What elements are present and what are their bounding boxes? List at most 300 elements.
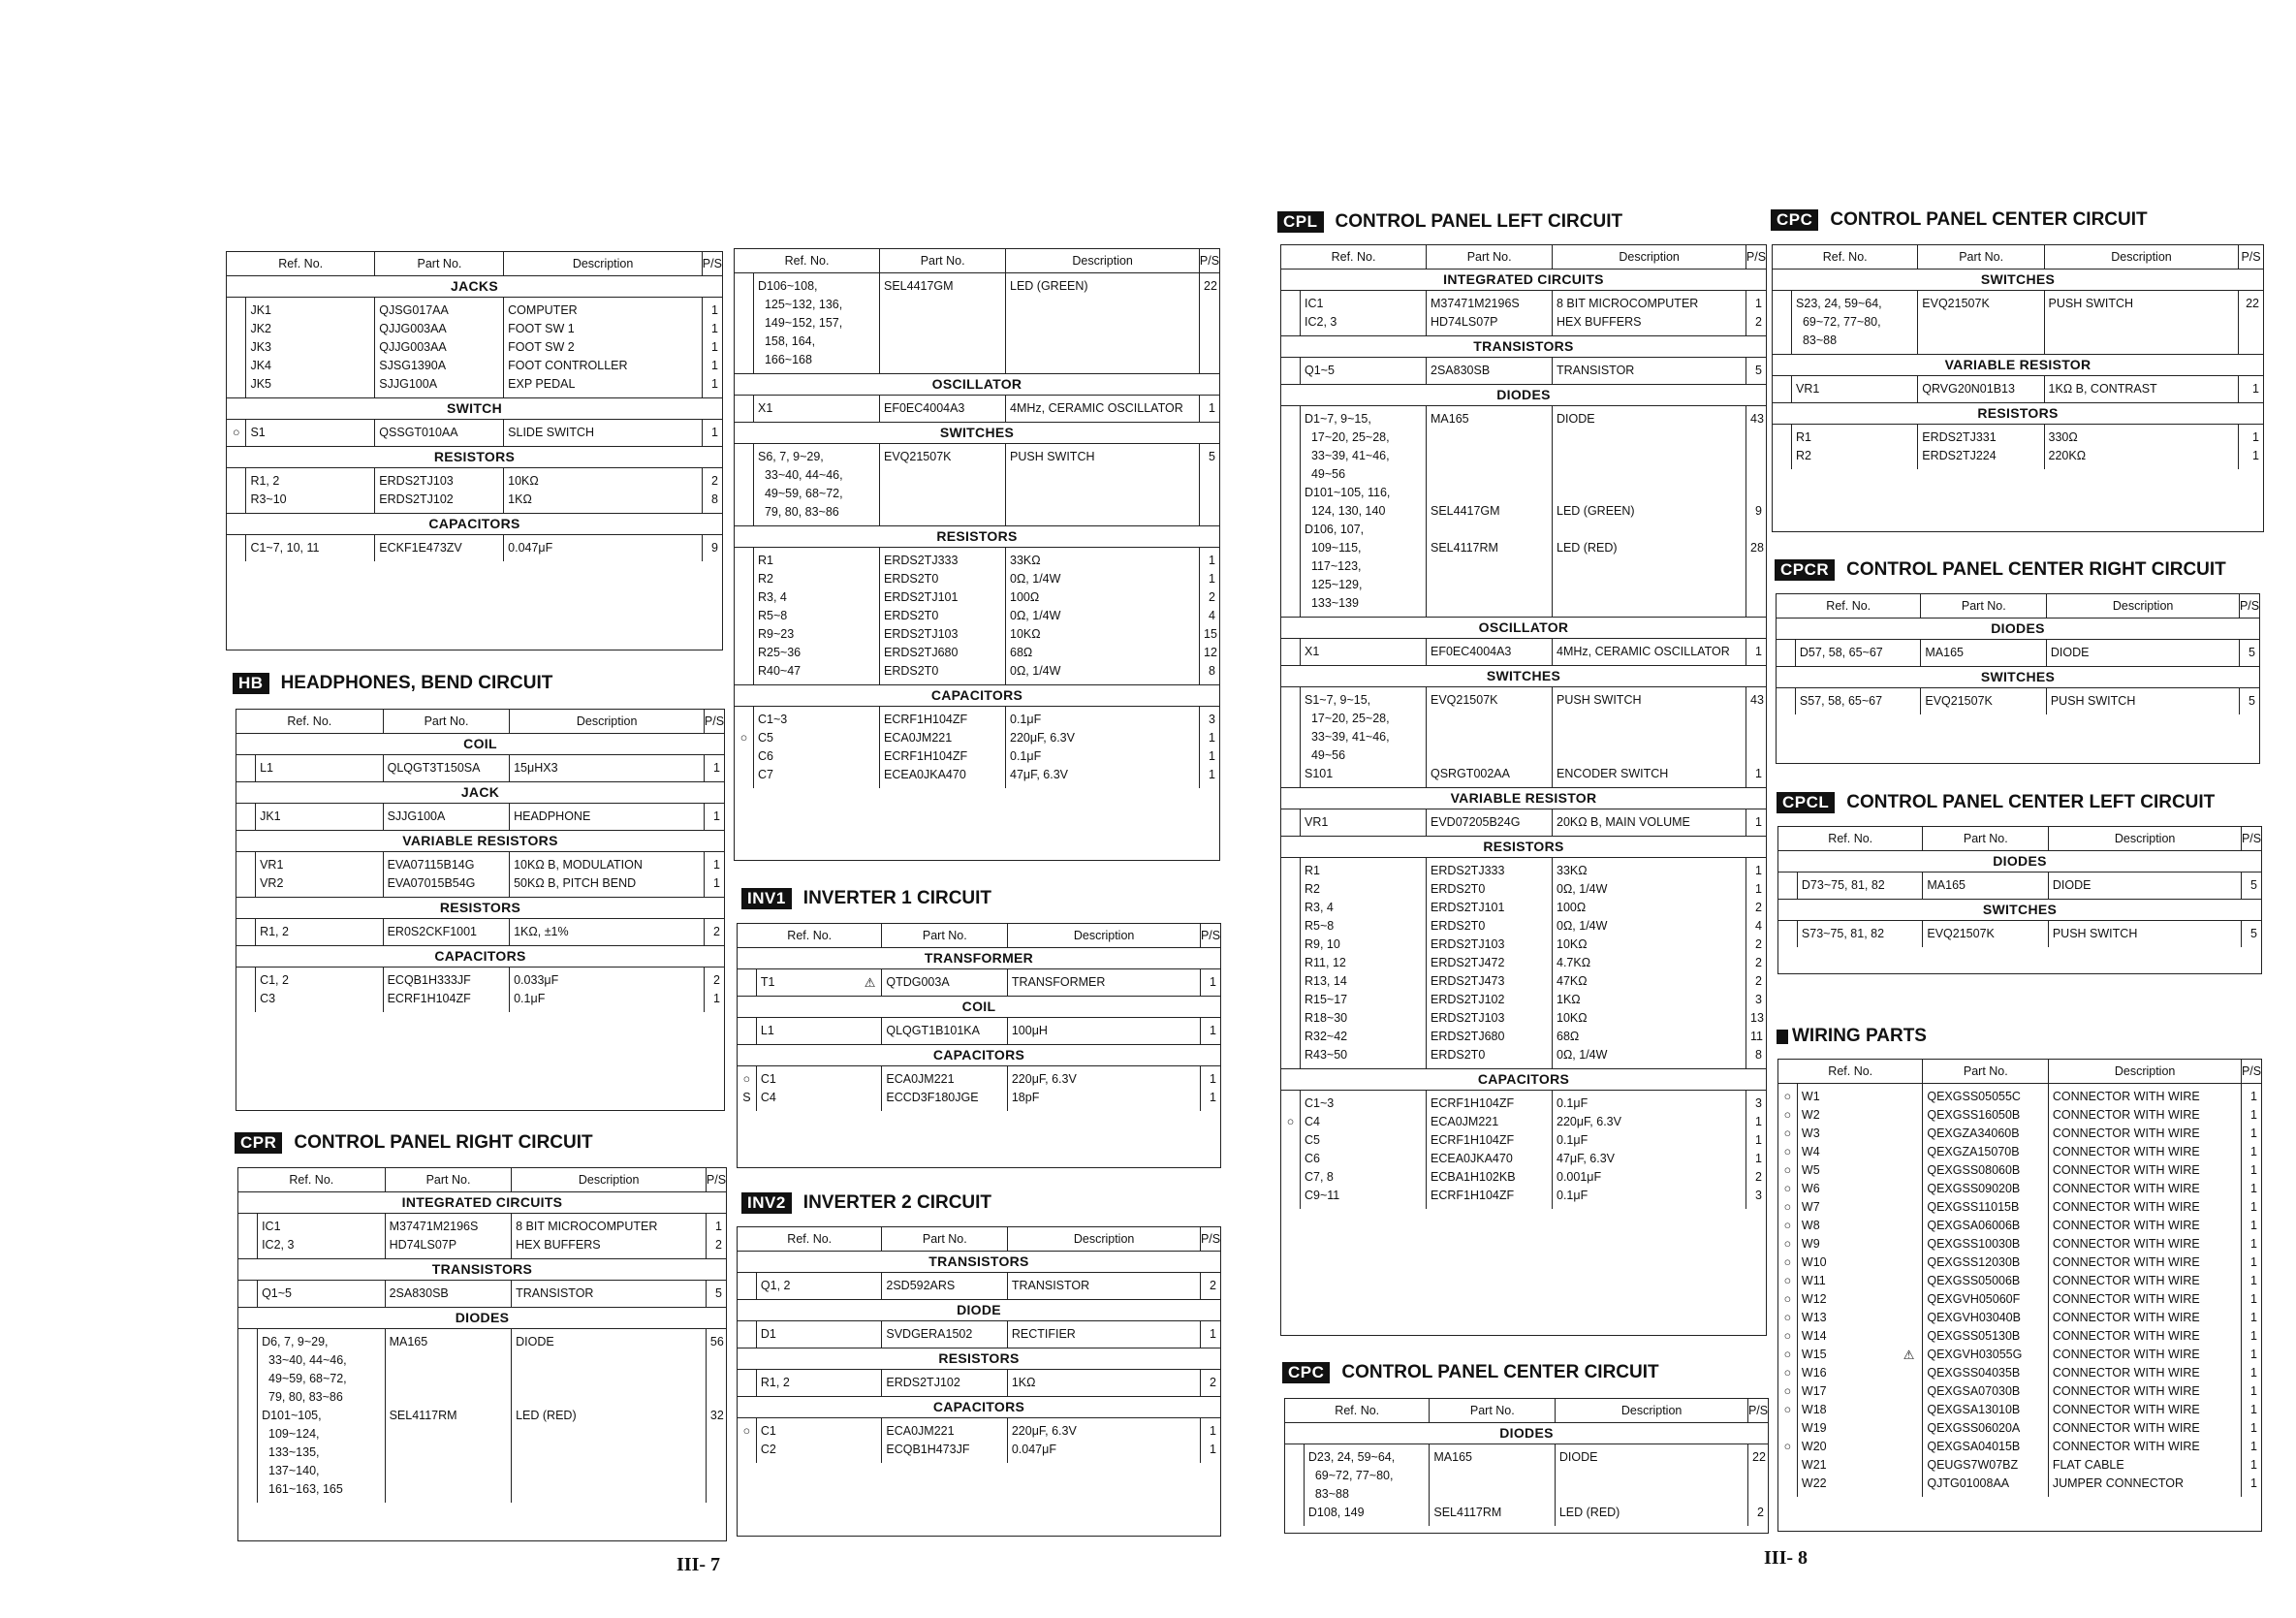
section-rows (227, 535, 722, 561)
part-no-column: QRVG20N01B13 (1918, 376, 2044, 402)
row-mark-column (738, 1370, 757, 1396)
section-title: SWITCH (227, 398, 722, 420)
ps-column: 22 2 (1752, 1450, 1766, 1519)
section-title: CAPACITORS (738, 1045, 1220, 1066)
parts-table-inv1 (737, 923, 1221, 1168)
section-title: CAPACITORS (227, 514, 722, 535)
inv1-title (741, 888, 991, 909)
ref-no-column: JK1 JK2 JK3 JK4 JK5 (246, 298, 375, 397)
section-rows (236, 755, 724, 782)
header-desc: Description (2049, 827, 2242, 850)
description-column: LED (GREEN) (1006, 273, 1200, 373)
part-no-column: SVDGERA1502 (882, 1321, 1007, 1348)
row-mark-column (238, 1214, 258, 1258)
cpc-lower-badge: CPC (1282, 1362, 1330, 1383)
page-number-right: III- 8 (1764, 1547, 1808, 1569)
header-part: Part No. (882, 924, 1008, 947)
description-column: 20KΩ B, MAIN VOLUME (1553, 809, 1746, 836)
ps-column: 5 (2248, 646, 2255, 659)
description-column: DIODE LED (RED) (512, 1329, 707, 1503)
part-no-column: 2SD592ARS (882, 1273, 1007, 1299)
header-part: Part No. (1427, 245, 1553, 269)
header-ref: Ref. No. (238, 1168, 386, 1191)
row-mark-column (1773, 376, 1792, 402)
parts-table-continued (734, 248, 1220, 861)
table-header (227, 252, 722, 276)
ps-column: 1 1 1 1 1 (711, 303, 718, 391)
section-title: VARIABLE RESISTORS (236, 831, 724, 852)
section-title: DIODES (238, 1308, 726, 1329)
ps-column: 1 (1209, 975, 1216, 989)
row-mark-column (738, 1321, 757, 1348)
table-header (738, 924, 1220, 948)
section-title: RESISTORS (1773, 403, 2263, 425)
cpc-title (1771, 209, 2148, 231)
ps-column: 2 1 (713, 973, 720, 1005)
description-column: 33KΩ 0Ω, 1/4W 100Ω 0Ω, 1/4W 10KΩ 4.7KΩ 47KΩ 1KΩ 10KΩ 68Ω 0Ω, 1/4W (1553, 858, 1746, 1068)
header-ps: P/S (1200, 1232, 1221, 1246)
description-column: 33KΩ 0Ω, 1/4W 100Ω 0Ω, 1/4W 10KΩ 68Ω 0Ω, 1/4W (1006, 548, 1200, 684)
part-no-column: 2SA830SB (1427, 358, 1553, 384)
ref-no-column: R1, 2 R3~10 (246, 468, 375, 513)
inv2-title (741, 1192, 991, 1214)
cpcr-title (1775, 559, 2226, 581)
ps-column: 1 (1755, 815, 1762, 829)
table-header (1778, 827, 2261, 851)
row-mark-column (236, 804, 256, 830)
section-rows (1777, 688, 2259, 714)
description-column: 15μHX3 (510, 755, 705, 781)
section-title: SWITCHES (735, 423, 1219, 444)
description-column: 0.1μF 220μF, 6.3V 0.1μF 47μF, 6.3V (1006, 707, 1200, 788)
ps-column: 5 (2248, 694, 2255, 708)
section-rows (236, 919, 724, 946)
section-rows (1281, 639, 1766, 666)
description-column: 10KΩ B, MODULATION 50KΩ B, PITCH BEND (510, 852, 705, 897)
parts-table-hb (236, 709, 725, 1111)
header-ps: P/S (1746, 250, 1767, 264)
cpl-title (1277, 211, 1622, 233)
section-rows (227, 298, 722, 398)
description-column: 8 BIT MICROCOMPUTER HEX BUFFERS (512, 1214, 707, 1258)
table-header (1285, 1399, 1768, 1423)
description-column: 0.033μF 0.1μF (510, 968, 705, 1012)
header-ps: P/S (1747, 1404, 1769, 1417)
inv1-title-text: INVERTER 1 CIRCUIT (802, 888, 992, 908)
section-rows (1777, 640, 2259, 667)
row-mark-column (1281, 291, 1301, 335)
ref-no-column: C1~3 C4 C5 C6 C7, 8 C9~11 (1301, 1091, 1427, 1209)
description-column: CONNECTOR WITH WIRE CONNECTOR WITH WIRE CONNECTOR WITH WIRE CONNECTOR WITH WIRE CONNECTOR WITH WIRE CONNECTOR WITH WIRE CONNECTOR WITH WIRE CONNECTOR WITH WIRE CONNECTOR WITH WIRE CONNECTOR WITH WIRE CONNECTOR WITH WIRE CONNECTOR WITH WIRE CONNECTOR WITH WIRE CONNECTOR WITH WIRE CONNECTOR WITH WIRE CONNECTOR WITH WIRE CONNECTOR WITH WIRE CONNECTOR WITH WIRE CONNECTOR WITH WIRE CONNECTOR WITH WIRE FLAT CABLE JUMPER CONNECTOR (2049, 1084, 2242, 1497)
section-rows (735, 707, 1219, 788)
row-mark-column (236, 852, 256, 897)
row-mark-column (1281, 358, 1301, 384)
cpc-badge: CPC (1771, 209, 1818, 231)
ref-no-column: S6, 7, 9~29, 33~40, 44~46, 49~59, 68~72, 79, 80, 83~86 (754, 444, 880, 525)
row-mark-column (1285, 1444, 1305, 1526)
section-title: SWITCHES (1778, 900, 2261, 921)
part-no-column: QLQGT1B101KA (882, 1018, 1007, 1044)
header-desc: Description (1006, 249, 1200, 272)
section-title: VARIABLE RESISTOR (1281, 788, 1766, 809)
part-no-column: ECRF1H104ZF ECA0JM221 ECRF1H104ZF ECEA0JKA470 ECBA1H102KB ECRF1H104ZF (1427, 1091, 1553, 1209)
part-no-column: ECA0JM221 ECQB1H473JF (882, 1418, 1007, 1463)
section-title: DIODES (1777, 619, 2259, 640)
part-no-column: M37471M2196S HD74LS07P (1427, 291, 1553, 335)
description-column: 0.1μF 220μF, 6.3V 0.1μF 47μF, 6.3V 0.001μF 0.1μF (1553, 1091, 1746, 1209)
row-mark-column (1281, 406, 1301, 617)
cpr-title-text: CONTROL PANEL RIGHT CIRCUIT (294, 1132, 593, 1153)
header-desc: Description (510, 710, 705, 733)
header-ps: P/S (2241, 250, 2261, 264)
inv1-badge: INV1 (741, 888, 792, 909)
ps-column: 1 1 2 4 2 2 2 3 13 11 8 (1750, 864, 1764, 1062)
header-part: Part No. (1923, 827, 2049, 850)
row-mark-column (236, 755, 256, 781)
ps-column: 1 1 (713, 858, 720, 890)
section-title: DIODES (1281, 385, 1766, 406)
header-desc: Description (1553, 245, 1746, 269)
ref-no-column: X1 (754, 396, 880, 422)
section-title: CAPACITORS (735, 685, 1219, 707)
parts-table-cpcl (1777, 826, 2262, 974)
section-rows (735, 273, 1219, 374)
part-no-column: EVQ21507K (880, 444, 1006, 525)
ps-column: 1 (713, 761, 720, 775)
section-rows (738, 1370, 1220, 1397)
cpc-lower-title (1282, 1362, 1659, 1383)
ps-column: 5 (715, 1286, 722, 1300)
row-mark-column: ○ (735, 707, 754, 788)
row-mark-column (238, 1329, 258, 1503)
inv2-badge: INV2 (741, 1192, 792, 1214)
section-title: INTEGRATED CIRCUITS (1281, 270, 1766, 291)
section-title: SWITCHES (1281, 666, 1766, 687)
ps-column: 1 (713, 809, 720, 823)
section-title: TRANSISTORS (238, 1259, 726, 1281)
header-desc: Description (1008, 1227, 1201, 1251)
description-column: 8 BIT MICROCOMPUTER HEX BUFFERS (1553, 291, 1746, 335)
section-rows (1778, 1084, 2261, 1497)
ps-column: 22 (1204, 279, 1217, 293)
ps-column: 1 1 (1209, 1072, 1216, 1104)
section-rows (1281, 406, 1766, 618)
row-mark-column (238, 1281, 258, 1307)
description-column: 100μH (1008, 1018, 1201, 1044)
part-no-column: QLQGT3T150SA (384, 755, 511, 781)
ref-no-column: T1 ⚠ (757, 969, 882, 996)
section-rows (1285, 1444, 1768, 1526)
description-column: PUSH SWITCH (2047, 688, 2240, 714)
description-column: 4MHz, CERAMIC OSCILLATOR (1006, 396, 1200, 422)
section-rows (227, 420, 722, 447)
description-column: PUSH SWITCH ENCODER SWITCH (1553, 687, 1746, 787)
cpcl-title (1777, 792, 2215, 813)
section-rows (735, 444, 1219, 526)
table-header (238, 1168, 726, 1192)
section-rows (738, 1066, 1220, 1111)
ref-no-column: C1, 2 C3 (256, 968, 384, 1012)
row-mark-column (236, 919, 256, 945)
ref-no-column: D73~75, 81, 82 (1798, 872, 1923, 899)
description-column: 330Ω 220KΩ (2045, 425, 2239, 469)
ps-column: 5 (2249, 878, 2257, 892)
part-no-column: MA165 (1921, 640, 2046, 666)
ref-no-column: D1~7, 9~15, 17~20, 25~28, 33~39, 41~46, 49~56 D101~105, 116, 124, 130, 140 D106, 107, 109~115, 117~123, 125~129, 133~139 (1301, 406, 1427, 617)
header-ps: P/S (1200, 929, 1221, 942)
header-ps: P/S (1199, 254, 1220, 268)
section-rows (1773, 376, 2263, 403)
row-mark-column (738, 1018, 757, 1044)
cpcl-title-text: CONTROL PANEL CENTER LEFT CIRCUIT (1846, 792, 2216, 812)
ps-column: 1 1 1 1 1 1 1 1 1 1 1 1 1 1 1 1 1 1 1 1 1 1 (2249, 1090, 2257, 1490)
section-title: RESISTORS (1281, 837, 1766, 858)
cpl-badge: CPL (1277, 211, 1324, 233)
table-header (1281, 245, 1766, 270)
description-column: PUSH SWITCH (2045, 291, 2239, 354)
row-mark-column: ○ (227, 420, 246, 446)
ps-column: 3 1 1 1 2 3 (1755, 1096, 1762, 1202)
part-no-column: QEXGSS05055C QEXGSS16050B QEXGZA34060B QEXGZA15070B QEXGSS08060B QEXGSS09020B QEXGSS11015B QEXGSA06006B QEXGSS10030B QEXGSS12030B QEXGSS05006B QEXGVH05060F QEXGVH03040B QEXGSS05130B QEXGVH03055G QEXGSS04035B QEXGSA07030B QEXGSA13010B QEXGSS06020A QEXGSA04015B QEUGS7W07BZ QJTG01008AA (1923, 1084, 2048, 1497)
ps-column: 5 (2249, 927, 2257, 940)
section-title: DIODES (1778, 851, 2261, 872)
cpc-lower-title-text: CONTROL PANEL CENTER CIRCUIT (1341, 1362, 1659, 1382)
ps-column: 22 (2246, 297, 2259, 310)
header-part: Part No. (1921, 594, 2047, 618)
part-no-column: ERDS2TJ333 ERDS2T0 ERDS2TJ101 ERDS2T0 ERDS2TJ103 ERDS2TJ680 ERDS2T0 (880, 548, 1006, 684)
part-no-column: ERDS2TJ331 ERDS2TJ224 (1918, 425, 2044, 469)
parts-table-cpcr (1776, 593, 2260, 764)
part-no-column: EVD07205B24G (1427, 809, 1553, 836)
header-part: Part No. (384, 710, 511, 733)
header-desc: Description (2047, 594, 2240, 618)
ps-column: 5 (1755, 364, 1762, 377)
section-rows (1281, 358, 1766, 385)
row-mark-column (1773, 291, 1792, 354)
header-ref: Ref. No. (1285, 1399, 1430, 1422)
row-mark-column (1777, 688, 1796, 714)
description-column: RECTIFIER (1008, 1321, 1201, 1348)
section-rows (238, 1281, 726, 1308)
header-ps: P/S (702, 257, 722, 270)
section-rows (1778, 872, 2261, 900)
ref-no-column: S73~75, 81, 82 (1798, 921, 1923, 947)
section-title: CAPACITORS (738, 1397, 1220, 1418)
row-mark-column (738, 969, 757, 996)
row-mark-column (236, 968, 256, 1012)
section-rows (1778, 921, 2261, 947)
description-column: 220μF, 6.3V 0.047μF (1008, 1418, 1201, 1463)
header-part: Part No. (1430, 1399, 1556, 1422)
row-mark-column (1281, 687, 1301, 787)
header-ps: P/S (704, 714, 725, 728)
header-part: Part No. (1923, 1060, 2049, 1083)
ref-no-column: Q1, 2 (757, 1273, 882, 1299)
header-part: Part No. (880, 249, 1006, 272)
ref-no-column: C1~3 C5 C6 C7 (754, 707, 880, 788)
ps-column: 1 (1209, 1327, 1216, 1341)
ref-no-column: R1, 2 (256, 919, 384, 945)
part-no-column: MA165 SEL4117RM (386, 1329, 513, 1503)
part-no-column: M37471M2196S HD74LS07P (386, 1214, 513, 1258)
parts-table-cpc (1772, 244, 2264, 532)
section-rows (1281, 1091, 1766, 1209)
ref-no-column: D1 (757, 1321, 882, 1348)
header-ref: Ref. No. (1777, 594, 1921, 618)
header-desc: Description (1008, 924, 1201, 947)
description-column: TRANSFORMER (1008, 969, 1201, 996)
row-mark-column (227, 468, 246, 513)
part-no-column: MA165 SEL4417GM SEL4117RM (1427, 406, 1553, 617)
table-header (1777, 594, 2259, 619)
part-no-column: ECKF1E473ZV (375, 535, 504, 561)
cpc-title-text: CONTROL PANEL CENTER CIRCUIT (1830, 209, 2148, 230)
ps-column: 1 (1209, 1024, 1216, 1037)
ref-no-column: Q1~5 (1301, 358, 1427, 384)
parts-table-jacks (226, 251, 723, 650)
table-header (236, 710, 724, 734)
cpr-badge: CPR (235, 1132, 282, 1154)
header-ps: P/S (706, 1173, 727, 1187)
ref-no-column: S1~7, 9~15, 17~20, 25~28, 33~39, 41~46, 49~56 S101 (1301, 687, 1427, 787)
parts-table-cpc-lower (1284, 1398, 1769, 1534)
parts-table-wiring (1777, 1059, 2262, 1532)
ref-no-column: S1 (246, 420, 375, 446)
ref-no-column: VR1 (1301, 809, 1427, 836)
header-ref: Ref. No. (1778, 1060, 1923, 1083)
header-desc: Description (2045, 245, 2239, 269)
section-rows (236, 852, 724, 898)
description-column: HEADPHONE (510, 804, 705, 830)
hb-title (233, 673, 552, 694)
header-ref: Ref. No. (738, 1227, 882, 1251)
header-ref: Ref. No. (1778, 827, 1923, 850)
header-ps: P/S (2239, 599, 2260, 613)
section-title: OSCILLATOR (1281, 618, 1766, 639)
description-column: PUSH SWITCH (1006, 444, 1200, 525)
ps-column: 5 (1209, 450, 1215, 463)
header-part: Part No. (1918, 245, 2044, 269)
ref-no-column: D57, 58, 65~67 (1796, 640, 1921, 666)
row-mark-column: ○ S (738, 1066, 757, 1111)
section-rows (735, 548, 1219, 685)
ps-column: 43 1 (1750, 693, 1764, 780)
wiring-title (1777, 1026, 1927, 1047)
part-no-column: MA165 (1923, 872, 2048, 899)
description-column: 1KΩ, ±1% (510, 919, 705, 945)
ps-column: 9 (711, 541, 718, 555)
header-part: Part No. (386, 1168, 513, 1191)
ref-no-column: R1 R2 (1792, 425, 1918, 469)
header-ps: P/S (2241, 832, 2262, 845)
ref-no-column: IC1 IC2, 3 (1301, 291, 1427, 335)
ref-no-column: C1 C2 (757, 1418, 882, 1463)
inv2-title-text: INVERTER 2 CIRCUIT (802, 1192, 992, 1213)
part-no-column: EVA07115B14G EVA07015B54G (384, 852, 511, 897)
ref-no-column: R1, 2 (757, 1370, 882, 1396)
row-mark-column: ○ (1281, 1091, 1301, 1209)
description-column: COMPUTER FOOT SW 1 FOOT SW 2 FOOT CONTROLLER EXP PEDAL (504, 298, 702, 397)
section-rows (1281, 291, 1766, 336)
parts-table-cpl (1280, 244, 1767, 1336)
row-mark-column (738, 1273, 757, 1299)
ref-no-column: S23, 24, 59~64, 69~72, 77~80, 83~88 (1792, 291, 1918, 354)
warning-icon: ⚠ (864, 975, 876, 990)
ps-column: 1 (1209, 401, 1215, 415)
part-no-column: EF0EC4004A3 (880, 396, 1006, 422)
hb-badge: HB (233, 673, 269, 694)
cpr-title (235, 1132, 593, 1154)
ps-column: 1 2 (1755, 297, 1762, 329)
ps-column: 3 1 1 1 (1209, 713, 1215, 781)
ref-no-column: D6, 7, 9~29, 33~40, 44~46, 49~59, 68~72, 79, 80, 83~86 D101~105, 109~124, 133~135, 137~140, 161~163, 165 (258, 1329, 386, 1503)
ps-column: 1 1 (1209, 1424, 1216, 1456)
part-no-column: ECRF1H104ZF ECA0JM221 ECRF1H104ZF ECEA0JKA470 (880, 707, 1006, 788)
part-no-column: ERDS2TJ103 ERDS2TJ102 (375, 468, 504, 513)
row-mark-column (735, 396, 754, 422)
table-header (735, 249, 1219, 273)
section-title: CAPACITORS (236, 946, 724, 968)
section-rows (1773, 425, 2263, 469)
section-title: DIODES (1285, 1423, 1768, 1444)
header-part: Part No. (882, 1227, 1008, 1251)
row-mark-column (1281, 639, 1301, 665)
ref-no-column: L1 (757, 1018, 882, 1044)
section-title: TRANSISTORS (1281, 336, 1766, 358)
section-title: COIL (236, 734, 724, 755)
section-title: JACK (236, 782, 724, 804)
section-title: SWITCHES (1773, 270, 2263, 291)
section-title: RESISTORS (236, 898, 724, 919)
ref-no-column: R1 R2 R3, 4 R5~8 R9~23 R25~36 R40~47 (754, 548, 880, 684)
cpcr-badge: CPCR (1775, 559, 1835, 581)
wiring-bullet (1777, 1030, 1788, 1044)
ps-column: 1 2 (715, 1220, 722, 1252)
ref-no-column: C1 C4 (757, 1066, 882, 1111)
ref-no-column: JK1 (256, 804, 384, 830)
part-no-column: 2SA830SB (386, 1281, 513, 1307)
table-header (738, 1227, 1220, 1252)
ref-no-column: VR1 VR2 (256, 852, 384, 897)
part-no-column: SJJG100A (384, 804, 511, 830)
ref-no-column: C1~7, 10, 11 (246, 535, 375, 561)
ps-column: 2 (1209, 1279, 1216, 1292)
section-title: OSCILLATOR (735, 374, 1219, 396)
warning-icon: ⚠ (1903, 1348, 1915, 1362)
section-rows (236, 804, 724, 831)
header-desc: Description (2049, 1060, 2242, 1083)
ps-column: 1 1 (2252, 430, 2259, 462)
row-mark-column (1281, 809, 1301, 836)
ref-no-column: W1 W2 W3 W4 W5 W6 W7 W8 W9 W10 W11 W12 W13 W14 W15 W16 W17 W18 W19 W20 W21 W22 ⚠ (1798, 1084, 1923, 1497)
row-mark-column (227, 298, 246, 397)
header-desc: Description (504, 252, 702, 275)
row-mark-column (1773, 425, 1792, 469)
ps-column: 1 (711, 426, 718, 439)
description-column: SLIDE SWITCH (504, 420, 702, 446)
ref-no-column: S57, 58, 65~67 (1796, 688, 1921, 714)
description-column: TRANSISTOR (1008, 1273, 1201, 1299)
description-column: TRANSISTOR (1553, 358, 1746, 384)
wiring-title-text: WIRING PARTS (1792, 1026, 1927, 1046)
section-rows (738, 1018, 1220, 1045)
description-column: 220μF, 6.3V 18pF (1008, 1066, 1201, 1111)
section-rows (1281, 809, 1766, 837)
table-header (1773, 245, 2263, 270)
cpl-title-text: CONTROL PANEL LEFT CIRCUIT (1335, 211, 1623, 232)
ref-no-column: X1 (1301, 639, 1427, 665)
section-title: TRANSISTORS (738, 1252, 1220, 1273)
